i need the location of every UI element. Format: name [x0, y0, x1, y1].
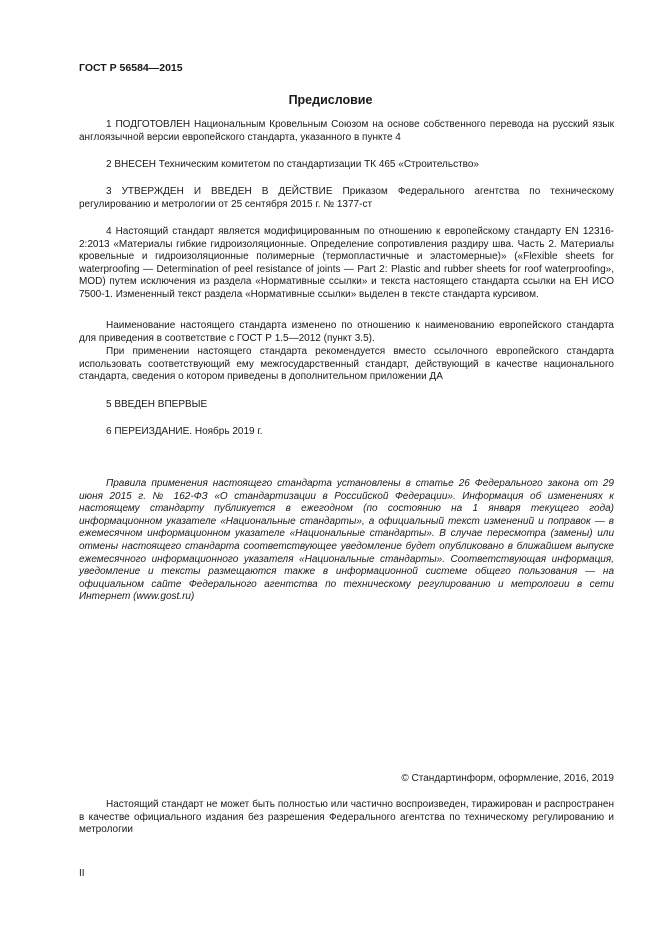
reproduction-notice: Настоящий стандарт не может быть полностью или частично воспроизведен, тиражирован и распространен в качестве официального издания без разрешения Федерального агентства по техническому регулированию и метрологии [79, 799, 614, 836]
page-number: II [79, 868, 85, 879]
copyright-line: © Стандартинформ, оформление, 2016, 2019 [401, 773, 614, 784]
foreword-item-4-usage-note: При применении настоящего стандарта рекомендуется вместо ссылочного европейского стандарта использовать соответствующий ему межгосударственный стандарт, действующий в качестве национального стандарта, сведения о котором приведены в дополнительном приложении ДА [79, 346, 614, 383]
page-title: Предисловие [288, 93, 373, 107]
rules-notice: Правила применения настоящего стандарта установлены в статье 26 Федерального закона от 29 июня 2015 г. № 162-ФЗ «О стандартизации в Российской Федерации». Информация об изменениях к настоящему стандарту публикуется в ежегодном (по состоянию на 1 января текущего года) информационном указателе «Национальные стандарты», а официальный текст изменений и поправок — в ежемесячном информационном указателе «Национальные стандарты». В случае пересмотра (замены) или отмены настоящего стандарта соответствующее уведомление будет опубликовано в ближайшем выпуске ежемесячного информационного указателя «Национальные стандарты». Соответствующая информация, уведомление и тексты размещаются также в информационной системе общего пользования — на официальном сайте Федерального агентства по техническому регулированию и метрологии в сети Интернет (www.gost.ru) [79, 478, 614, 603]
foreword-item-4: 4 Настоящий стандарт является модифицированным по отношению к европейскому стандарту EN 12316-2:2013 «Материалы гибкие гидроизоляционные. Определение сопротивления раздиру шва. Часть 2. Материалы кровельные и гидроизоляционные полимерные (термопластичные и эластомерные)» («Flexible sheets for waterproofing — Determination of peel resistance of joints — Part 2: Plastic and rubber sheets for roof waterproofing», MOD) путем исключения из раздела «Нормативные ссылки» и текста настоящего стандарта ссылки на ЕН ИСО 7500-1. Измененный текст раздела «Нормативные ссылки» выделен в тексте стандарта курсивом. [79, 226, 614, 300]
foreword-item-5: 5 ВВЕДЕН ВПЕРВЫЕ [106, 399, 208, 410]
foreword-item-3: 3 УТВЕРЖДЕН И ВВЕДЕН В ДЕЙСТВИЕ Приказом Федерального агентства по техническому регулированию и метрологии от 25 сентября 2015 г. № 1377-ст [79, 186, 614, 210]
foreword-item-6: 6 ПЕРЕИЗДАНИЕ. Ноябрь 2019 г. [106, 426, 263, 437]
foreword-item-2: 2 ВНЕСЕН Техническим комитетом по стандартизации ТК 465 «Строительство» [106, 159, 479, 170]
document-code: ГОСТ Р 56584—2015 [79, 62, 183, 74]
foreword-item-1: 1 ПОДГОТОВЛЕН Национальным Кровельным Союзом на основе собственного перевода на русский язык англоязычной версии европейского стандарта, указанного в пункте 4 [79, 119, 614, 143]
foreword-item-4-title-note: Наименование настоящего стандарта изменено по отношению к наименованию европейского стандарта для приведения в соответствие с ГОСТ Р 1.5—2012 (пункт 3.5). [79, 320, 614, 344]
